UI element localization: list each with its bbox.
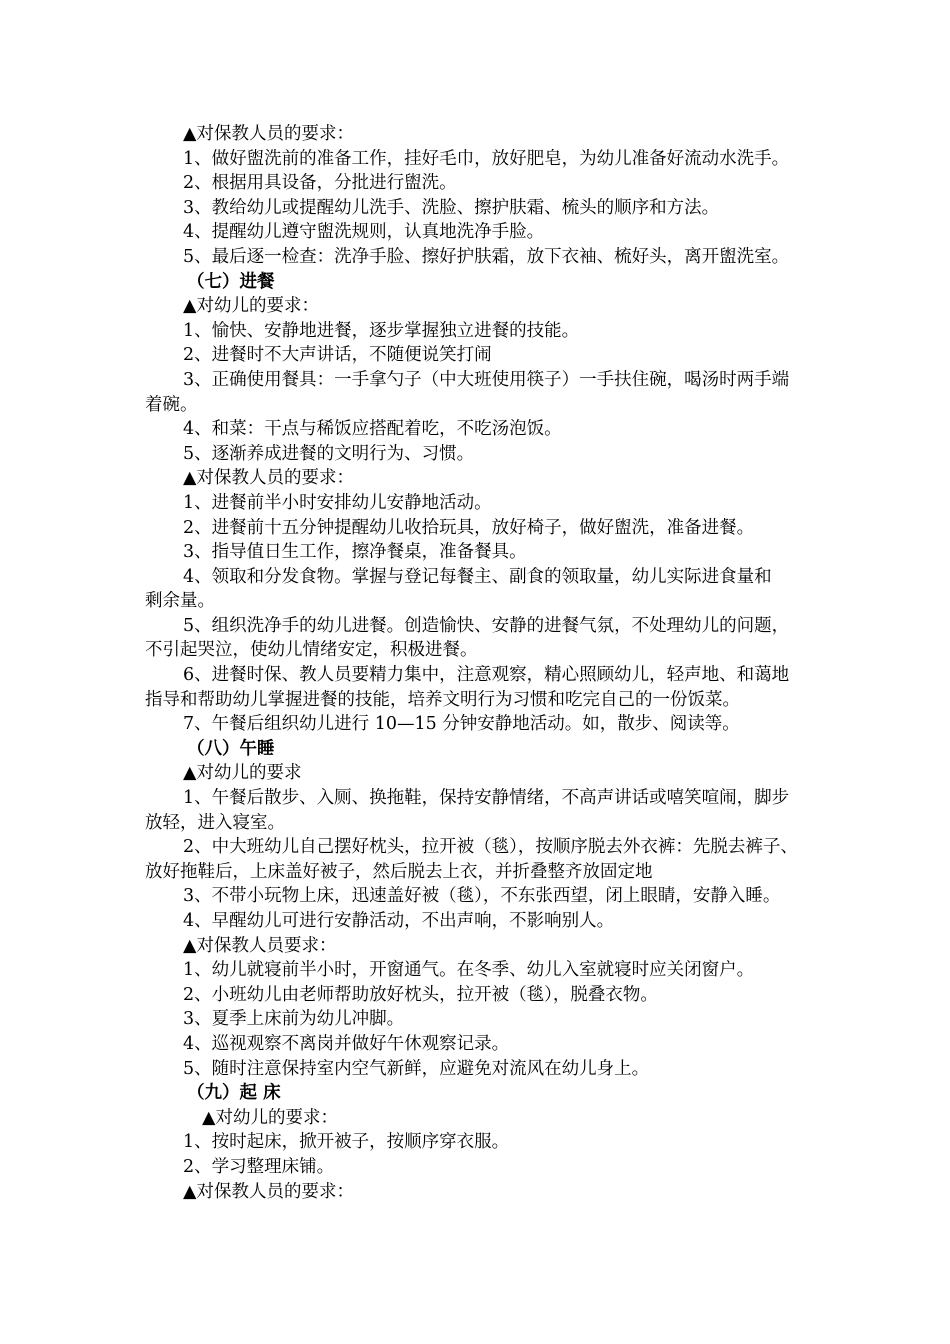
text-line: 5、逐渐养成进餐的文明行为、习惯。 xyxy=(183,443,475,464)
text-line: 4、早醒幼儿可进行安静活动，不出声响，不影响别人。 xyxy=(183,911,615,931)
text-line: 2、进餐时不大声讲话，不随便说笑打闹 xyxy=(183,345,492,366)
text-line: 3、不带小玩物上床，迅速盖好被（毯），不东张西望，闭上眼睛，安静入睡。 xyxy=(183,886,781,907)
document-body xyxy=(145,122,807,1204)
text-line: 3、指导值日生工作，擦净餐桌，准备餐具。 xyxy=(183,542,527,563)
text-line: 3、夏季上床前为幼儿冲脚。 xyxy=(183,1009,405,1030)
text-line: 1、做好盥洗前的准备工作，挂好毛巾，放好肥皂，为幼儿准备好流动水洗手。 xyxy=(183,148,790,169)
text-line: 4、提醒幼儿遵守盥洗规则，认真地洗净手脸。 xyxy=(183,222,545,243)
text-line: 剩余量。 xyxy=(145,591,215,612)
text-line: 1、愉快、安静地进餐，逐步掌握独立进餐的技能。 xyxy=(183,320,580,341)
text-line: 3、教给幼儿或提醒幼儿洗手、洗脸、擦护肤霜、梳头的顺序和方法。 xyxy=(183,197,720,218)
text-line: ▲对保教人员的要求： xyxy=(183,1181,354,1202)
text-line: 5、随时注意保持室内空气新鲜，应避免对流风在幼儿身上。 xyxy=(183,1058,650,1079)
text-line: 2、中大班幼儿自己摆好枕头，拉开被（毯），按顺序脱去外衣裤：先脱去裤子、 xyxy=(183,837,798,858)
text-line: 1、按时起床，掀开被子，按顺序穿衣服。 xyxy=(183,1132,510,1153)
text-line: ▲对保教人员的要求： xyxy=(183,124,354,144)
text-line: 放好拖鞋后，上床盖好被子，然后脱去上衣，并折叠整齐放固定地 xyxy=(145,861,653,882)
text-line: 不引起哭泣，使幼儿情绪安定，积极进餐。 xyxy=(145,640,478,661)
text-line: 4、和菜：干点与稀饭应搭配着吃，不吃汤泡饭。 xyxy=(183,419,562,440)
text-line: 2、小班幼儿由老师帮助放好枕头，拉开被（毯），脱叠衣物。 xyxy=(183,984,658,1005)
text-line: 放轻，进入寝室。 xyxy=(145,812,285,833)
text-line: 1、幼儿就寝前半小时，开窗通气。在冬季、幼儿入室就寝时应关闭窗户。 xyxy=(183,960,755,981)
text-line: 着碗。 xyxy=(145,394,198,415)
text-line: 1、午餐后散步、入厕、换拖鞋，保持安静情绪，不高声讲话或嘻笑喧闹，脚步 xyxy=(183,788,790,809)
text-line: 2、根据用具设备，分批进行盥洗。 xyxy=(183,173,457,194)
text-line: 4、巡视观察不离岗并做好午休观察记录。 xyxy=(183,1033,510,1054)
text-line: ▲对幼儿的要求 xyxy=(183,763,302,784)
text-line: ▲对幼儿的要求： xyxy=(183,296,319,317)
text-line: 指导和帮助幼儿掌握进餐的技能，培养文明行为习惯和吃完自己的一份饭菜。 xyxy=(145,689,740,710)
text-line: ▲对幼儿的要求： xyxy=(202,1107,338,1128)
text-line: 3、正确使用餐具：一手拿勺子（中大班使用筷子）一手扶住碗，喝汤时两手端 xyxy=(183,369,790,390)
text-line: 1、进餐前半小时安排幼儿安静地活动。 xyxy=(183,492,492,513)
text-line: ▲对保教人员要求： xyxy=(183,935,337,956)
text-line: 2、学习整理床铺。 xyxy=(183,1156,335,1177)
text-line: 2、进餐前十五分钟提醒幼儿收拾玩具，放好椅子，做好盥洗，准备进餐。 xyxy=(183,517,755,538)
section-heading: （八）午睡 xyxy=(187,738,275,759)
text-line: 4、领取和分发食物。掌握与登记每餐主、副食的领取量，幼儿实际进食量和 xyxy=(183,566,772,587)
section-heading: （九）起 床 xyxy=(187,1083,281,1104)
section-heading: （七）进餐 xyxy=(187,271,275,292)
text-line: 6、进餐时保、教人员要精力集中，注意观察，精心照顾幼儿，轻声地、和蔼地 xyxy=(183,665,790,686)
text-line: ▲对保教人员的要求： xyxy=(183,468,354,489)
text-line: 7、午餐后组织幼儿进行 10—15 分钟安静地活动。如，散步、阅读等。 xyxy=(183,714,740,735)
text-line: 5、组织洗净手的幼儿进餐。创造愉快、安静的进餐气氛，不处理幼儿的问题， xyxy=(183,615,790,636)
text-line: 5、最后逐一检查：洗净手脸、擦好护肤霜，放下衣袖、梳好头，离开盥洗室。 xyxy=(183,246,790,267)
